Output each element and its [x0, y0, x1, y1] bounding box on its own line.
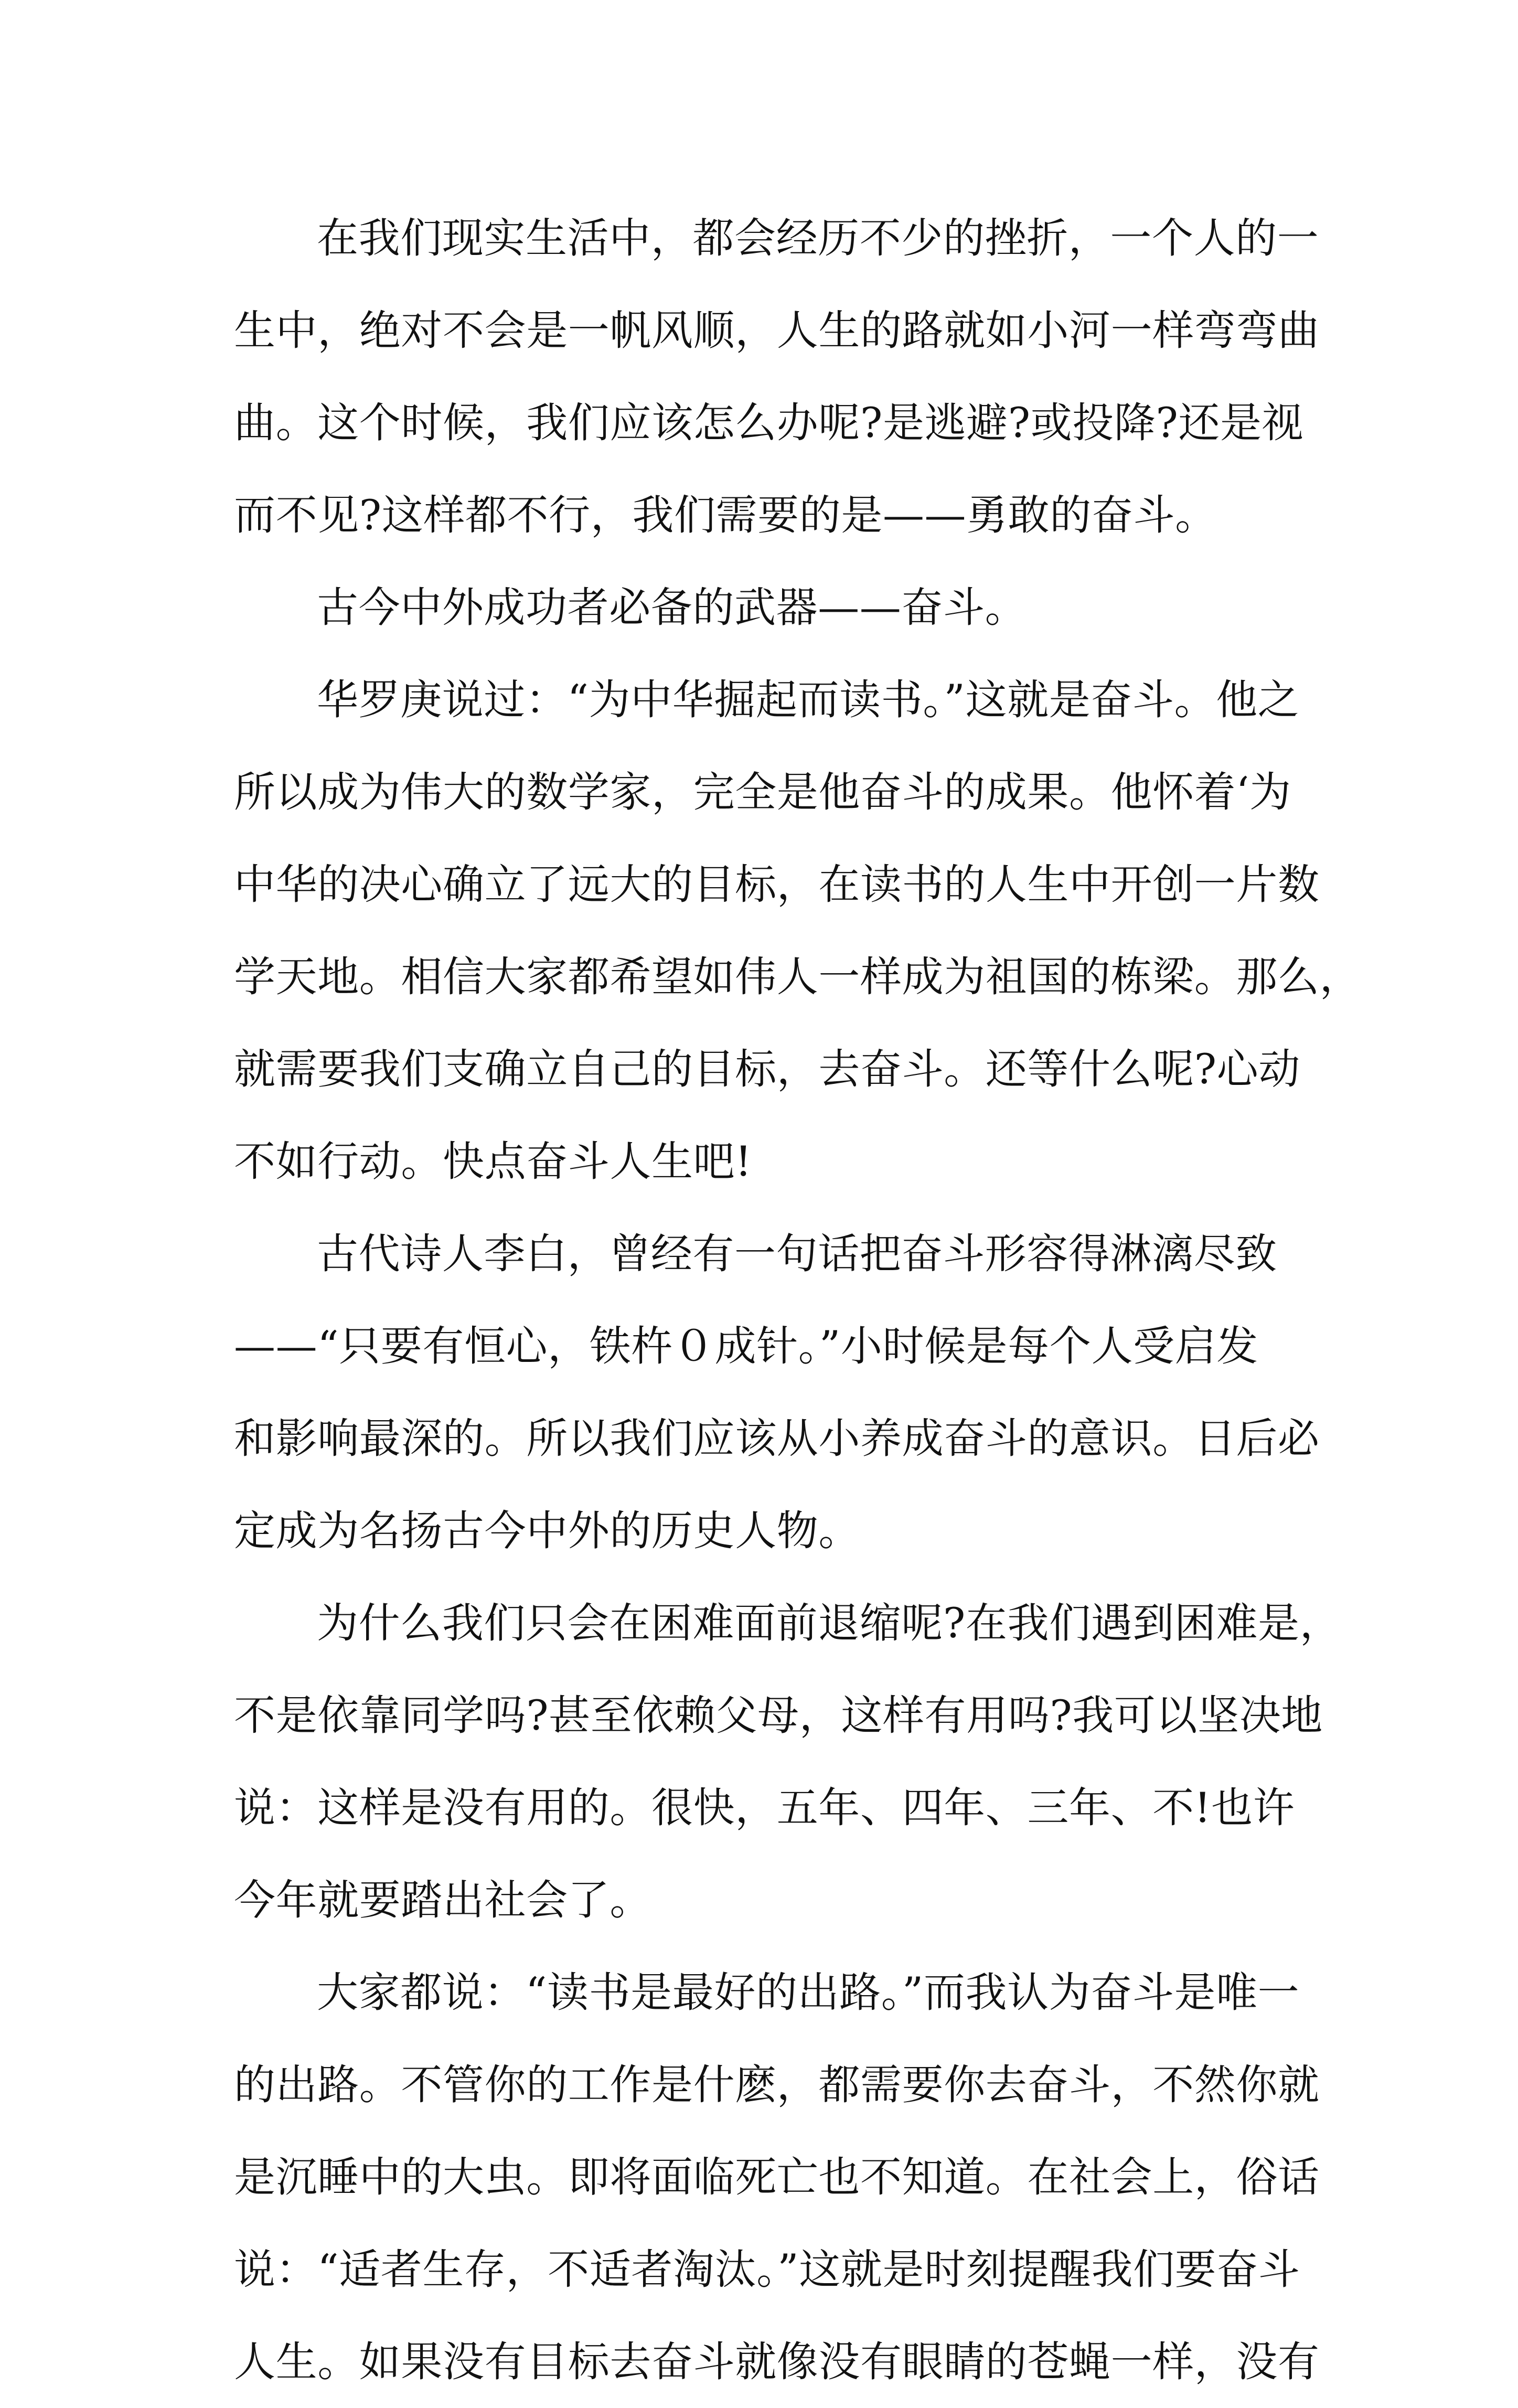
paragraph-6-line-1: 大家都说：“读书是最好的出路。”而我认为奋斗是唯一: [317, 1968, 1300, 2017]
paragraph-4-line-3: 和影响最深的。所以我们应该从小养成奋斗的意识。日后必: [234, 1414, 1320, 1463]
paragraph-6-line-4: 说：“适者生存，不适者淘汰。”这就是时刻提醒我们要奋斗: [234, 2245, 1300, 2294]
paragraph-3-line-1: 华罗庚说过：“为中华掘起而读书。”这就是奋斗。他之: [317, 676, 1300, 724]
paragraph-5-line-3: 说：这样是没有用的。很快，五年、四年、三年、不!也许: [234, 1784, 1295, 1832]
paragraph-1-line-2: 生中，绝对不会是一帆风顺，人生的路就如小河一样弯弯曲: [234, 306, 1320, 355]
paragraph-4-line-2: ——“只要有恒心，铁杵０成针。”小时候是每个人受启发: [234, 1322, 1258, 1370]
paragraph-3-line-6: 不如行动。快点奋斗人生吧!: [234, 1137, 752, 1186]
paragraph-1-line-3: 曲。这个时候，我们应该怎么办呢?是逃避?或投降?还是视: [234, 399, 1304, 447]
paragraph-5-line-1: 为什么我们只会在困难面前退缩呢?在我们遇到困难是，: [317, 1599, 1342, 1647]
paragraph-4-line-1: 古代诗人李白，曾经有一句话把奋斗形容得淋漓尽致: [317, 1230, 1277, 1278]
paragraph-6-line-5: 人生。如果没有目标去奋斗就像没有眼睛的苍蝇一样，没有: [234, 2338, 1320, 2386]
paragraph-6-line-3: 是沉睡中的大虫。即将面临死亡也不知道。在社会上，俗话: [234, 2153, 1320, 2201]
paragraph-2-line-1: 古今中外成功者必备的武器——奋斗。: [317, 583, 1027, 632]
paragraph-5-line-2: 不是依靠同学吗?甚至依赖父母，这样有用吗?我可以坚决地: [234, 1691, 1323, 1740]
paragraph-1-line-4: 而不见?这样都不行，我们需要的是——勇敢的奋斗。: [234, 491, 1217, 539]
paragraph-3-line-4: 学天地。相信大家都希望如伟人一样成为祖国的栋梁。那么，: [234, 953, 1362, 1001]
paragraph-4-line-4: 定成为名扬古今中外的历史人物。: [234, 1507, 860, 1555]
paragraph-3-line-3: 中华的决心确立了远大的目标，在读书的人生中开创一片数: [234, 860, 1320, 909]
essay-body: [234, 192, 1362, 2408]
paragraph-3-line-5: 就需要我们支确立自己的目标，去奋斗。还等什么呢?心动: [234, 1045, 1300, 1093]
paragraph-1-line-1: 在我们现实生活中，都会经历不少的挫折，一个人的一: [317, 214, 1319, 262]
paragraph-6-line-2: 的出路。不管你的工作是什麽，都需要你去奋斗，不然你就: [234, 2061, 1320, 2109]
paragraph-5-line-4: 今年就要踏出社会了。: [234, 1876, 651, 1924]
paragraph-3-line-2: 所以成为伟大的数学家，完全是他奋斗的成果。他怀着‘为: [234, 768, 1291, 816]
